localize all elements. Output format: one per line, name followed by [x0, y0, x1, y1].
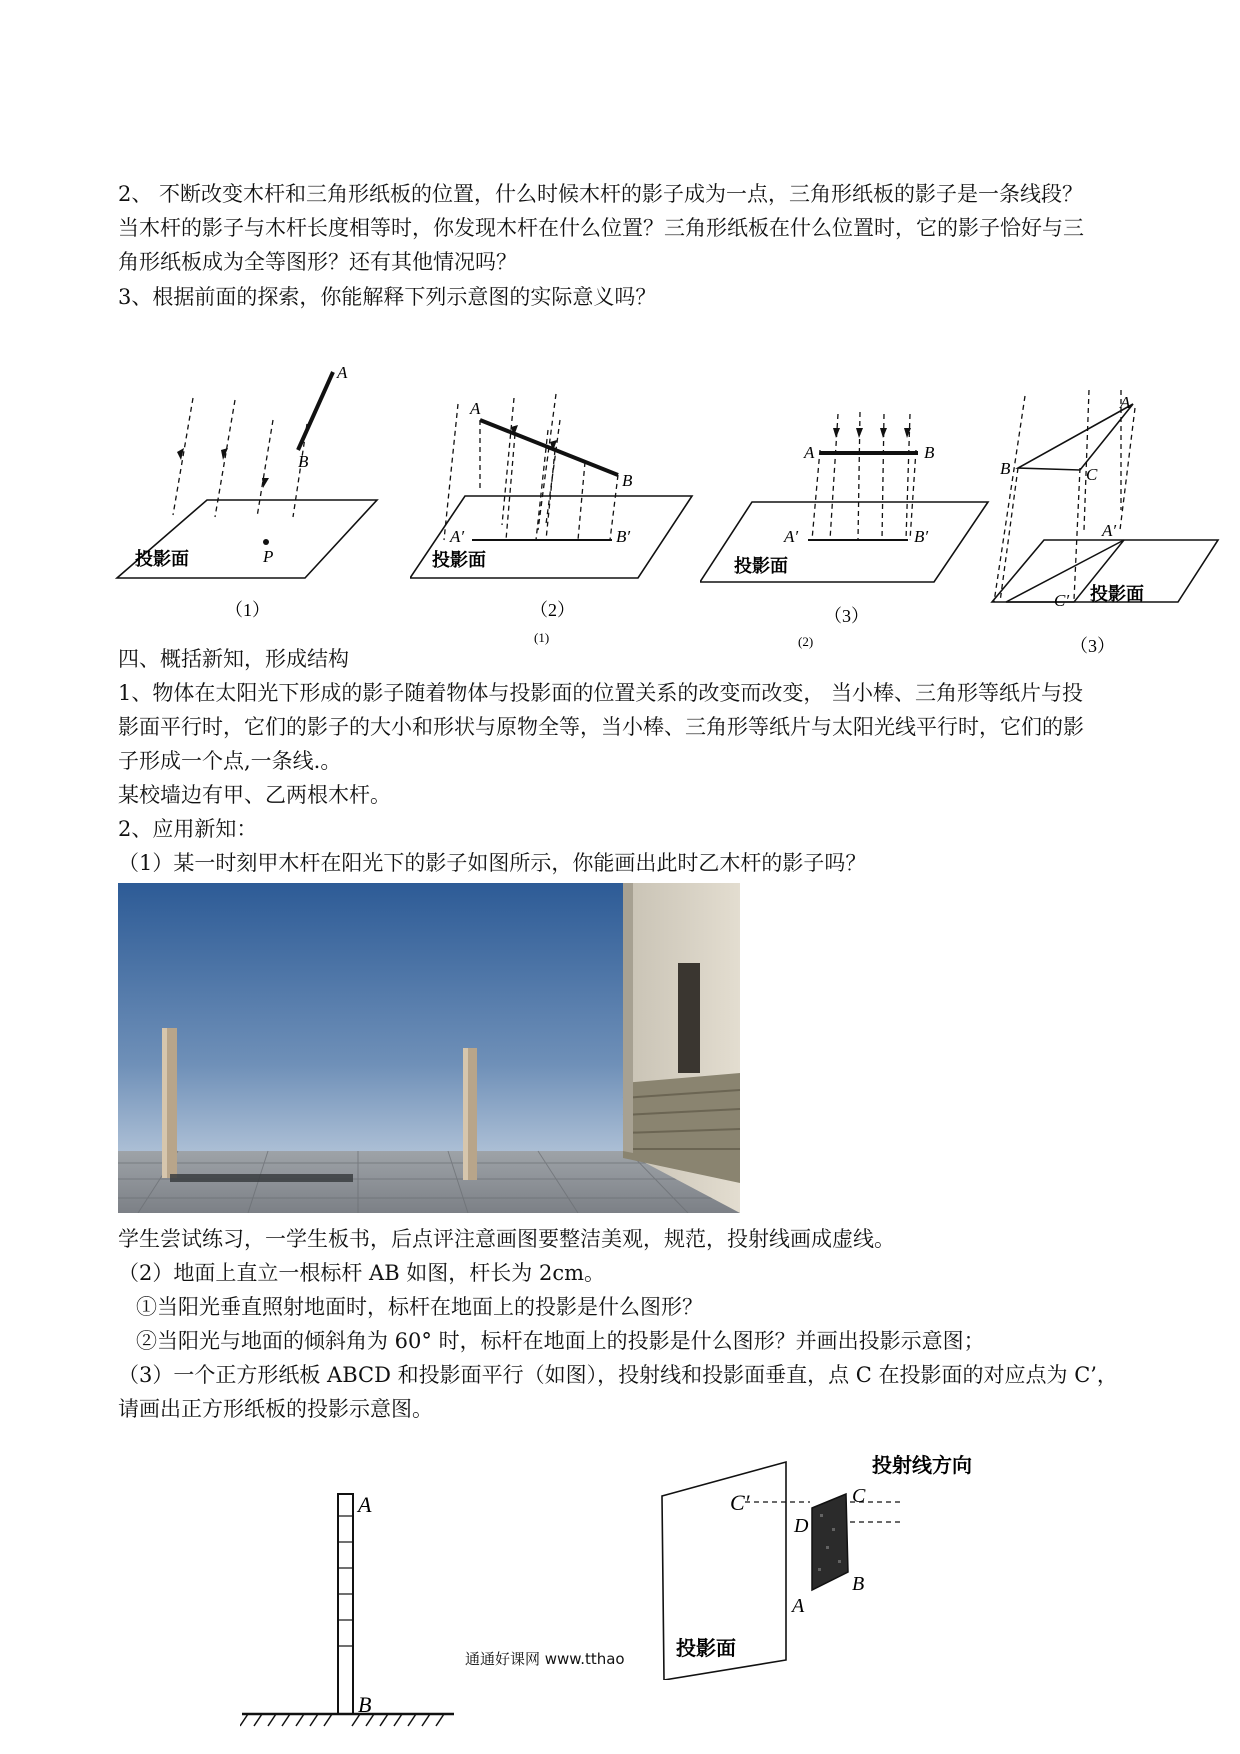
plane-label: 投影面: [734, 556, 788, 577]
label-a: A: [1120, 393, 1131, 412]
label-b: B: [358, 1692, 372, 1717]
label-b-prime: B′: [914, 527, 929, 546]
caption-1: （1）: [225, 600, 270, 620]
school-line: 某校墙边有甲、乙两根木杆。: [118, 783, 391, 807]
plane-label: 投影面: [432, 550, 486, 571]
label-a: A: [337, 363, 348, 382]
label-b: B: [298, 452, 309, 471]
student-line: 学生尝试练习，一学生板书，后点评注意画图要整洁美观，规范，投射线画成虚线。: [118, 1227, 895, 1251]
rod-ab: [338, 1494, 353, 1714]
section-title: 四、概括新知，形成结构: [118, 647, 349, 671]
exercise-3-line-2: 请画出正方形纸板的投影示意图。: [118, 1397, 433, 1421]
label-c: C: [1086, 465, 1098, 484]
rod-figure: [240, 1490, 460, 1740]
label-c: C: [852, 1485, 866, 1507]
exercise-1: （1）某一时刻甲木杆在阳光下的影子如图所示，你能画出此时乙木杆的影子吗？: [118, 851, 867, 875]
caption-3: （3）: [824, 606, 869, 626]
label-b: B: [924, 443, 935, 462]
exercise-2: （2）地面上直立一根标杆 AB 如图，杆长为 2cm。: [118, 1261, 606, 1285]
sub-caption: (1): [534, 630, 550, 645]
poles-photo: [118, 883, 740, 1213]
q3-line: 3、根据前面的探索，你能解释下列示意图的实际意义吗？: [118, 285, 657, 309]
exercise-2b: ②当阳光与地面的倾斜角为 60° 时，标杆在地面上的投影是什么图形？并画出投影示意图；: [136, 1329, 985, 1353]
watermark: 通通好课网 www.tthao: [465, 1650, 625, 1668]
label-a-prime: A′: [450, 527, 465, 546]
figure-4: [990, 390, 1230, 660]
p1-line-3: 子形成一个点,一条线.。: [118, 749, 342, 773]
square-figure: [650, 1450, 1010, 1680]
apply-line: 2、应用新知：: [118, 817, 258, 841]
square-abcd: [812, 1494, 848, 1590]
sub-caption: (2): [798, 634, 814, 649]
figure-1: [115, 360, 380, 625]
plane-label: 投影面: [135, 549, 189, 570]
p1-line-1: 1、物体在太阳光下形成的影子随着物体与投影面的位置关系的改变而改变， 当小棒、三角形等纸片与投: [118, 681, 1084, 705]
figure-3: [700, 410, 990, 650]
exercise-2a: ①当阳光垂直照射地面时，标杆在地面上的投影是什么图形？: [136, 1295, 703, 1319]
q2-line-1: 2、 不断改变木杆和三角形纸板的位置，什么时候木杆的影子成为一点，三角形纸板的影子是一条线段？: [118, 182, 1084, 206]
q2-line-3: 角形纸板成为全等图形？还有其他情况吗？: [118, 250, 517, 274]
label-d: D: [794, 1515, 809, 1537]
label-b: B: [622, 471, 633, 490]
label-a: A: [358, 1492, 372, 1517]
exercise-3-line-1: （3）一个正方形纸板 ABCD 和投影面平行（如图），投射线和投影面垂直，点 C 在投影面的对应点为 C’，: [118, 1363, 1118, 1387]
label-a: A: [470, 399, 481, 418]
label-a-prime: A′: [784, 527, 799, 546]
plane-label: 投影面: [1090, 584, 1144, 605]
label-b: B: [852, 1573, 865, 1595]
triangle-abc: [1018, 404, 1133, 470]
label-c-prime: C′: [1054, 591, 1070, 610]
label-b-prime: B′: [616, 527, 631, 546]
label-c-prime: C′: [730, 1490, 750, 1515]
direction-label: 投射线方向: [872, 1453, 972, 1477]
label-p: P: [263, 547, 274, 566]
rod-ab: [298, 372, 333, 450]
caption-2: （2）: [530, 600, 575, 620]
label-a-prime: A′: [1102, 521, 1117, 540]
label-a: A: [792, 1595, 805, 1617]
label-b: B: [1000, 459, 1011, 478]
plane-label: 投影面: [676, 1636, 736, 1660]
q2-line-2: 当木杆的影子与木杆长度相等时，你发现木杆在什么位置？三角形纸板在什么位置时，它的影子恰好与三: [118, 216, 1084, 240]
figure-2: [410, 390, 700, 650]
p1-line-2: 影面平行时，它们的影子的大小和形状与原物全等，当小棒、三角形等纸片与太阳光线平行时，它们的影: [118, 715, 1084, 739]
rod-ab: [480, 420, 618, 475]
caption-4: （3）: [1070, 636, 1115, 656]
label-a: A: [804, 443, 815, 462]
